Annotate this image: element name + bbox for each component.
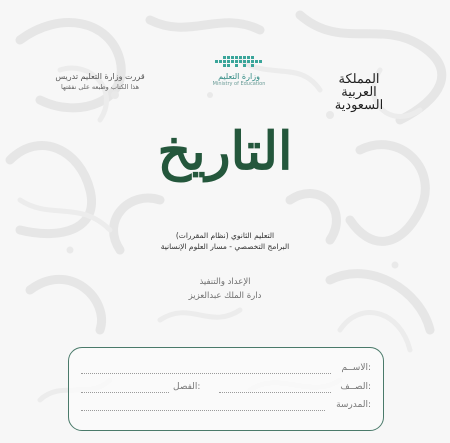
school-field[interactable] [81,410,325,411]
name-field[interactable] [81,373,331,374]
subtitle-line1: التعليم الثانوي (نظام المقررات) [175,231,275,240]
book-title: التاريخ [157,121,293,182]
student-info-box [68,347,384,431]
name-label: الاســم: [341,363,371,373]
grade-row [69,382,383,398]
moe-logo [196,54,282,87]
kingdom-logo [320,73,398,112]
section-field[interactable] [81,392,169,393]
kingdom-logo-text: المملكة العربية السعودية [334,72,384,113]
book-subtitle [120,231,330,253]
grade-field[interactable] [219,392,331,393]
grade-label: الصــف: [340,382,371,392]
moe-logo-arabic: وزارة التعليم [218,72,260,81]
ministry-note-line1: قررت وزارة التعليم تدريس [55,72,145,81]
prepared-by-org: دارة الملك عبدالعزيز [188,290,262,301]
school-label: المدرسة: [336,400,371,410]
section-label: الفصل: [173,382,201,392]
ministry-note [44,71,156,92]
ministry-note-line2: هذا الكتاب وطبعه على نفقتها [60,82,139,91]
school-row [69,400,383,416]
name-row [69,363,383,379]
prepared-by-label: الإعداد والتنفيذ [199,277,251,287]
moe-logo-icon [213,54,265,70]
prepared-by [120,276,330,303]
moe-logo-english: Ministry of Education [212,81,266,87]
subtitle-line2: البرامج التخصصي - مسار العلوم الإنسانية [160,241,290,251]
